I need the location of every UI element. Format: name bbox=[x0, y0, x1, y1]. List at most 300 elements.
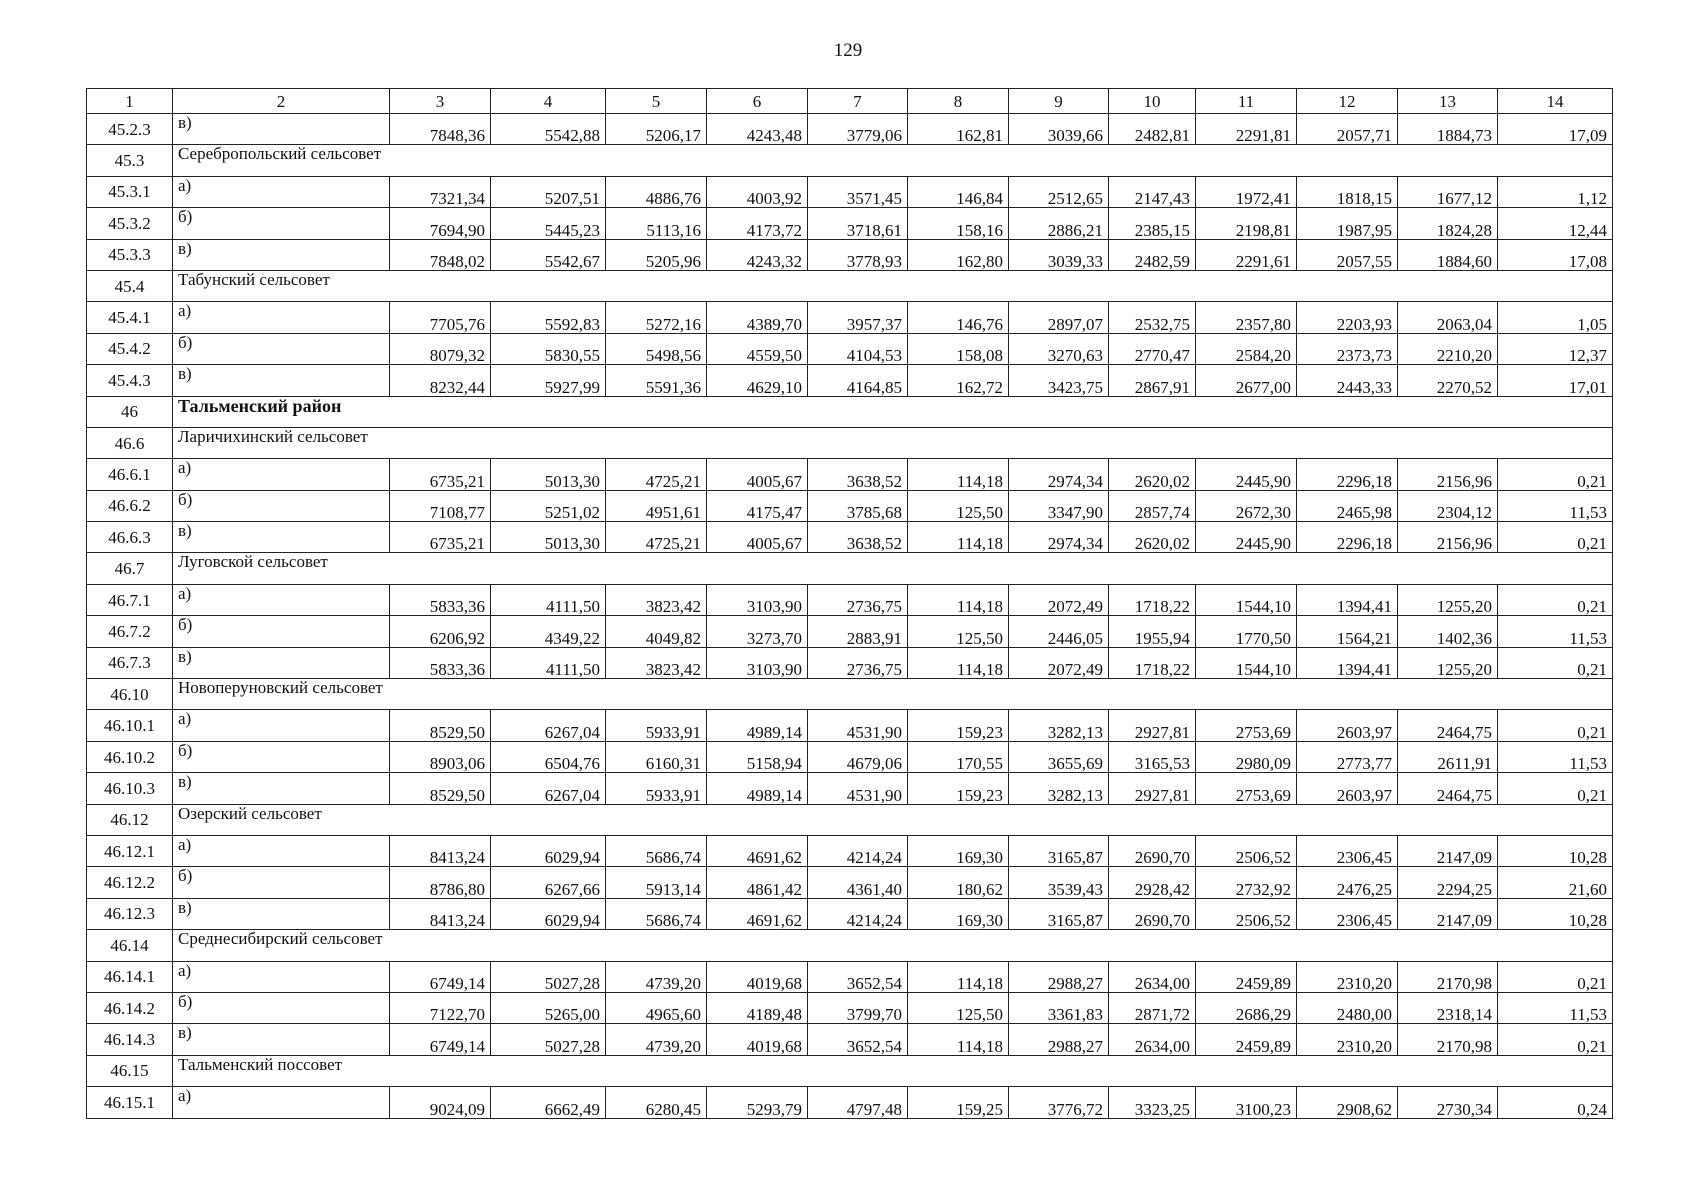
value-cell: 4173,72 bbox=[707, 208, 808, 239]
value-cell: 5542,67 bbox=[491, 239, 606, 270]
value-cell: 2459,89 bbox=[1196, 1024, 1297, 1055]
value-cell: 6029,94 bbox=[491, 835, 606, 866]
section-row bbox=[87, 679, 1613, 710]
value-cell: 8529,50 bbox=[390, 710, 491, 741]
value-cell: 4691,62 bbox=[707, 835, 808, 866]
row-variant-label: а) bbox=[173, 835, 390, 866]
value-cell: 1884,73 bbox=[1398, 114, 1498, 145]
value-cell: 17,08 bbox=[1498, 239, 1613, 270]
value-cell: 4965,60 bbox=[606, 992, 707, 1023]
value-cell: 4005,67 bbox=[707, 459, 808, 490]
row-code: 46.12 bbox=[87, 804, 173, 835]
row-variant-label: в) bbox=[173, 647, 390, 678]
value-cell: 1718,22 bbox=[1109, 647, 1196, 678]
value-cell: 7705,76 bbox=[390, 302, 491, 333]
row-variant-label: в) bbox=[173, 898, 390, 929]
value-cell: 125,50 bbox=[908, 992, 1009, 1023]
value-cell: 170,55 bbox=[908, 741, 1009, 772]
value-cell: 3039,33 bbox=[1009, 239, 1109, 270]
value-cell: 2603,97 bbox=[1297, 710, 1398, 741]
value-cell: 0,21 bbox=[1498, 1024, 1613, 1055]
value-cell: 2270,52 bbox=[1398, 365, 1498, 396]
value-cell: 4679,06 bbox=[808, 741, 908, 772]
value-cell: 4189,48 bbox=[707, 992, 808, 1023]
row-code: 46.7.2 bbox=[87, 616, 173, 647]
value-cell: 6206,92 bbox=[390, 616, 491, 647]
value-cell: 4019,68 bbox=[707, 961, 808, 992]
value-cell: 1544,10 bbox=[1196, 584, 1297, 615]
column-header: 7 bbox=[808, 89, 908, 114]
value-cell: 4005,67 bbox=[707, 522, 808, 553]
value-cell: 6735,21 bbox=[390, 459, 491, 490]
value-cell: 4739,20 bbox=[606, 961, 707, 992]
value-cell: 2296,18 bbox=[1297, 459, 1398, 490]
value-cell: 1770,50 bbox=[1196, 616, 1297, 647]
value-cell: 2482,59 bbox=[1109, 239, 1196, 270]
column-header: 4 bbox=[491, 89, 606, 114]
value-cell: 2730,34 bbox=[1398, 1087, 1498, 1118]
value-cell: 5833,36 bbox=[390, 584, 491, 615]
value-cell: 5027,28 bbox=[491, 961, 606, 992]
value-cell: 6662,49 bbox=[491, 1087, 606, 1118]
value-cell: 3718,61 bbox=[808, 208, 908, 239]
value-cell: 2620,02 bbox=[1109, 522, 1196, 553]
value-cell: 5830,55 bbox=[491, 333, 606, 364]
value-cell: 6504,76 bbox=[491, 741, 606, 772]
row-variant-label: а) bbox=[173, 961, 390, 992]
table-row bbox=[87, 710, 1613, 741]
value-cell: 0,24 bbox=[1498, 1087, 1613, 1118]
value-cell: 2753,69 bbox=[1196, 773, 1297, 804]
value-cell: 5445,23 bbox=[491, 208, 606, 239]
value-cell: 2296,18 bbox=[1297, 522, 1398, 553]
value-cell: 2156,96 bbox=[1398, 522, 1498, 553]
value-cell: 4049,82 bbox=[606, 616, 707, 647]
value-cell: 7694,90 bbox=[390, 208, 491, 239]
value-cell: 6160,31 bbox=[606, 741, 707, 772]
value-cell: 169,30 bbox=[908, 898, 1009, 929]
value-cell: 180,62 bbox=[908, 867, 1009, 898]
value-cell: 2634,00 bbox=[1109, 961, 1196, 992]
row-code: 46.15.1 bbox=[87, 1087, 173, 1118]
value-cell: 2897,07 bbox=[1009, 302, 1109, 333]
value-cell: 4559,50 bbox=[707, 333, 808, 364]
value-cell: 10,28 bbox=[1498, 835, 1613, 866]
value-cell: 3785,68 bbox=[808, 490, 908, 521]
value-cell: 1884,60 bbox=[1398, 239, 1498, 270]
column-header: 2 bbox=[173, 89, 390, 114]
value-cell: 0,21 bbox=[1498, 584, 1613, 615]
value-cell: 3282,13 bbox=[1009, 773, 1109, 804]
row-variant-label: б) bbox=[173, 333, 390, 364]
value-cell: 2445,90 bbox=[1196, 522, 1297, 553]
value-cell: 2988,27 bbox=[1009, 961, 1109, 992]
row-code: 46.14.1 bbox=[87, 961, 173, 992]
value-cell: 5027,28 bbox=[491, 1024, 606, 1055]
row-variant-label: в) bbox=[173, 1024, 390, 1055]
value-cell: 2620,02 bbox=[1109, 459, 1196, 490]
value-cell: 3539,43 bbox=[1009, 867, 1109, 898]
table-row bbox=[87, 961, 1613, 992]
row-code: 46.6.2 bbox=[87, 490, 173, 521]
value-cell: 4951,61 bbox=[606, 490, 707, 521]
table-row bbox=[87, 616, 1613, 647]
value-cell: 4104,53 bbox=[808, 333, 908, 364]
value-cell: 6749,14 bbox=[390, 961, 491, 992]
value-cell: 159,25 bbox=[908, 1087, 1009, 1118]
value-cell: 2736,75 bbox=[808, 584, 908, 615]
value-cell: 2506,52 bbox=[1196, 835, 1297, 866]
value-cell: 10,28 bbox=[1498, 898, 1613, 929]
value-cell: 114,18 bbox=[908, 459, 1009, 490]
value-cell: 2482,81 bbox=[1109, 114, 1196, 145]
table-row bbox=[87, 490, 1613, 521]
table-row bbox=[87, 741, 1613, 772]
value-cell: 2445,90 bbox=[1196, 459, 1297, 490]
row-variant-label: б) bbox=[173, 867, 390, 898]
table-row bbox=[87, 365, 1613, 396]
value-cell: 5542,88 bbox=[491, 114, 606, 145]
value-cell: 11,53 bbox=[1498, 616, 1613, 647]
value-cell: 1402,36 bbox=[1398, 616, 1498, 647]
settlement-title: Новоперуновский сельсовет bbox=[173, 679, 1613, 710]
row-variant-label: б) bbox=[173, 741, 390, 772]
value-cell: 146,76 bbox=[908, 302, 1009, 333]
value-cell: 3778,93 bbox=[808, 239, 908, 270]
value-cell: 3103,90 bbox=[707, 647, 808, 678]
value-cell: 2928,42 bbox=[1109, 867, 1196, 898]
row-code: 46.10.1 bbox=[87, 710, 173, 741]
table-row bbox=[87, 867, 1613, 898]
value-cell: 4361,40 bbox=[808, 867, 908, 898]
row-code: 46.12.1 bbox=[87, 835, 173, 866]
row-code: 46.10.3 bbox=[87, 773, 173, 804]
section-row bbox=[87, 930, 1613, 961]
table-row bbox=[87, 1024, 1613, 1055]
value-cell: 2506,52 bbox=[1196, 898, 1297, 929]
value-cell: 2147,09 bbox=[1398, 835, 1498, 866]
value-cell: 5158,94 bbox=[707, 741, 808, 772]
value-cell: 5205,96 bbox=[606, 239, 707, 270]
value-cell: 162,80 bbox=[908, 239, 1009, 270]
value-cell: 2318,14 bbox=[1398, 992, 1498, 1023]
value-cell: 4214,24 bbox=[808, 898, 908, 929]
section-row bbox=[87, 1055, 1613, 1086]
value-cell: 6749,14 bbox=[390, 1024, 491, 1055]
value-cell: 4019,68 bbox=[707, 1024, 808, 1055]
value-cell: 5293,79 bbox=[707, 1087, 808, 1118]
column-header: 1 bbox=[87, 89, 173, 114]
value-cell: 2443,33 bbox=[1297, 365, 1398, 396]
value-cell: 3638,52 bbox=[808, 522, 908, 553]
settlement-title: Озерский сельсовет bbox=[173, 804, 1613, 835]
value-cell: 2057,55 bbox=[1297, 239, 1398, 270]
value-cell: 4725,21 bbox=[606, 522, 707, 553]
value-cell: 4886,76 bbox=[606, 176, 707, 207]
row-variant-label: а) bbox=[173, 302, 390, 333]
value-cell: 5933,91 bbox=[606, 773, 707, 804]
value-cell: 2304,12 bbox=[1398, 490, 1498, 521]
value-cell: 2072,49 bbox=[1009, 584, 1109, 615]
value-cell: 7848,36 bbox=[390, 114, 491, 145]
column-header: 8 bbox=[908, 89, 1009, 114]
row-variant-label: в) bbox=[173, 522, 390, 553]
value-cell: 17,09 bbox=[1498, 114, 1613, 145]
district-title: Тальменский район bbox=[173, 396, 1613, 427]
row-code: 46.12.2 bbox=[87, 867, 173, 898]
value-cell: 8413,24 bbox=[390, 835, 491, 866]
row-code: 45.2.3 bbox=[87, 114, 173, 145]
value-cell: 1394,41 bbox=[1297, 584, 1398, 615]
value-cell: 3571,45 bbox=[808, 176, 908, 207]
value-cell: 2291,81 bbox=[1196, 114, 1297, 145]
value-cell: 5207,51 bbox=[491, 176, 606, 207]
value-cell: 2198,81 bbox=[1196, 208, 1297, 239]
value-cell: 7122,70 bbox=[390, 992, 491, 1023]
value-cell: 1987,95 bbox=[1297, 208, 1398, 239]
value-cell: 4989,14 bbox=[707, 710, 808, 741]
value-cell: 1677,12 bbox=[1398, 176, 1498, 207]
column-header: 5 bbox=[606, 89, 707, 114]
row-code: 46.14.3 bbox=[87, 1024, 173, 1055]
value-cell: 0,21 bbox=[1498, 961, 1613, 992]
table-row bbox=[87, 992, 1613, 1023]
value-cell: 3103,90 bbox=[707, 584, 808, 615]
section-row bbox=[87, 145, 1613, 176]
row-code: 46.10.2 bbox=[87, 741, 173, 772]
value-cell: 2156,96 bbox=[1398, 459, 1498, 490]
table-row bbox=[87, 773, 1613, 804]
settlement-title: Среднесибирский сельсовет bbox=[173, 930, 1613, 961]
section-row bbox=[87, 270, 1613, 301]
value-cell: 17,01 bbox=[1498, 365, 1613, 396]
section-row bbox=[87, 804, 1613, 835]
value-cell: 2512,65 bbox=[1009, 176, 1109, 207]
value-cell: 3799,70 bbox=[808, 992, 908, 1023]
value-cell: 6267,66 bbox=[491, 867, 606, 898]
value-cell: 2170,98 bbox=[1398, 1024, 1498, 1055]
table-row bbox=[87, 208, 1613, 239]
table-row bbox=[87, 835, 1613, 866]
value-cell: 4164,85 bbox=[808, 365, 908, 396]
value-cell: 3776,72 bbox=[1009, 1087, 1109, 1118]
value-cell: 4531,90 bbox=[808, 773, 908, 804]
value-cell: 162,72 bbox=[908, 365, 1009, 396]
table-row bbox=[87, 898, 1613, 929]
row-code: 46.6.1 bbox=[87, 459, 173, 490]
value-cell: 2385,15 bbox=[1109, 208, 1196, 239]
value-cell: 159,23 bbox=[908, 773, 1009, 804]
row-variant-label: в) bbox=[173, 773, 390, 804]
value-cell: 3282,13 bbox=[1009, 710, 1109, 741]
table-row bbox=[87, 302, 1613, 333]
value-cell: 1255,20 bbox=[1398, 584, 1498, 615]
table-row bbox=[87, 647, 1613, 678]
value-cell: 162,81 bbox=[908, 114, 1009, 145]
value-cell: 3652,54 bbox=[808, 961, 908, 992]
row-code: 45.3.2 bbox=[87, 208, 173, 239]
value-cell: 2773,77 bbox=[1297, 741, 1398, 772]
table-header-row bbox=[87, 89, 1613, 114]
value-cell: 2210,20 bbox=[1398, 333, 1498, 364]
row-code: 46.12.3 bbox=[87, 898, 173, 929]
column-header: 9 bbox=[1009, 89, 1109, 114]
value-cell: 2459,89 bbox=[1196, 961, 1297, 992]
value-cell: 6267,04 bbox=[491, 710, 606, 741]
row-code: 46.7.3 bbox=[87, 647, 173, 678]
value-cell: 8079,32 bbox=[390, 333, 491, 364]
value-cell: 3823,42 bbox=[606, 584, 707, 615]
table-row bbox=[87, 459, 1613, 490]
value-cell: 5592,83 bbox=[491, 302, 606, 333]
value-cell: 2732,92 bbox=[1196, 867, 1297, 898]
value-cell: 12,44 bbox=[1498, 208, 1613, 239]
row-code: 45.4.1 bbox=[87, 302, 173, 333]
value-cell: 0,21 bbox=[1498, 647, 1613, 678]
row-variant-label: в) bbox=[173, 114, 390, 145]
value-cell: 3779,06 bbox=[808, 114, 908, 145]
value-cell: 2871,72 bbox=[1109, 992, 1196, 1023]
value-cell: 2883,91 bbox=[808, 616, 908, 647]
value-cell: 5913,14 bbox=[606, 867, 707, 898]
value-cell: 1818,15 bbox=[1297, 176, 1398, 207]
value-cell: 2736,75 bbox=[808, 647, 908, 678]
row-code: 45.3 bbox=[87, 145, 173, 176]
value-cell: 5013,30 bbox=[491, 522, 606, 553]
value-cell: 2690,70 bbox=[1109, 898, 1196, 929]
value-cell: 2974,34 bbox=[1009, 522, 1109, 553]
row-variant-label: а) bbox=[173, 584, 390, 615]
value-cell: 8903,06 bbox=[390, 741, 491, 772]
value-cell: 8413,24 bbox=[390, 898, 491, 929]
value-cell: 1544,10 bbox=[1196, 647, 1297, 678]
value-cell: 8232,44 bbox=[390, 365, 491, 396]
value-cell: 4175,47 bbox=[707, 490, 808, 521]
value-cell: 158,08 bbox=[908, 333, 1009, 364]
value-cell: 21,60 bbox=[1498, 867, 1613, 898]
column-header: 3 bbox=[390, 89, 491, 114]
value-cell: 146,84 bbox=[908, 176, 1009, 207]
value-cell: 114,18 bbox=[908, 584, 1009, 615]
value-cell: 2686,29 bbox=[1196, 992, 1297, 1023]
value-cell: 2446,05 bbox=[1009, 616, 1109, 647]
value-cell: 5272,16 bbox=[606, 302, 707, 333]
row-code: 45.4 bbox=[87, 270, 173, 301]
row-code: 45.4.2 bbox=[87, 333, 173, 364]
value-cell: 2310,20 bbox=[1297, 961, 1398, 992]
value-cell: 159,23 bbox=[908, 710, 1009, 741]
row-code: 45.4.3 bbox=[87, 365, 173, 396]
value-cell: 1564,21 bbox=[1297, 616, 1398, 647]
value-cell: 4861,42 bbox=[707, 867, 808, 898]
value-cell: 4691,62 bbox=[707, 898, 808, 929]
page-number: 129 bbox=[833, 40, 863, 61]
value-cell: 4214,24 bbox=[808, 835, 908, 866]
value-cell: 5251,02 bbox=[491, 490, 606, 521]
value-cell: 2770,47 bbox=[1109, 333, 1196, 364]
value-cell: 114,18 bbox=[908, 961, 1009, 992]
value-cell: 4739,20 bbox=[606, 1024, 707, 1055]
table-row bbox=[87, 176, 1613, 207]
value-cell: 4111,50 bbox=[491, 584, 606, 615]
value-cell: 11,53 bbox=[1498, 741, 1613, 772]
value-cell: 5265,00 bbox=[491, 992, 606, 1023]
value-cell: 5833,36 bbox=[390, 647, 491, 678]
value-cell: 125,50 bbox=[908, 616, 1009, 647]
value-cell: 3638,52 bbox=[808, 459, 908, 490]
value-cell: 4349,22 bbox=[491, 616, 606, 647]
value-cell: 3423,75 bbox=[1009, 365, 1109, 396]
value-cell: 2480,00 bbox=[1297, 992, 1398, 1023]
value-cell: 2603,97 bbox=[1297, 773, 1398, 804]
row-code: 46.15 bbox=[87, 1055, 173, 1086]
row-variant-label: в) bbox=[173, 365, 390, 396]
value-cell: 2867,91 bbox=[1109, 365, 1196, 396]
value-cell: 125,50 bbox=[908, 490, 1009, 521]
value-cell: 114,18 bbox=[908, 1024, 1009, 1055]
value-cell: 8786,80 bbox=[390, 867, 491, 898]
settlement-title: Табунский сельсовет bbox=[173, 270, 1613, 301]
value-cell: 6267,04 bbox=[491, 773, 606, 804]
value-cell: 7848,02 bbox=[390, 239, 491, 270]
row-variant-label: а) bbox=[173, 710, 390, 741]
value-cell: 2886,21 bbox=[1009, 208, 1109, 239]
value-cell: 0,21 bbox=[1498, 710, 1613, 741]
value-cell: 3270,63 bbox=[1009, 333, 1109, 364]
row-code: 46.10 bbox=[87, 679, 173, 710]
row-variant-label: б) bbox=[173, 616, 390, 647]
section-row bbox=[87, 396, 1613, 427]
value-cell: 2634,00 bbox=[1109, 1024, 1196, 1055]
value-cell: 1955,94 bbox=[1109, 616, 1196, 647]
value-cell: 2927,81 bbox=[1109, 710, 1196, 741]
value-cell: 5206,17 bbox=[606, 114, 707, 145]
row-code: 45.3.3 bbox=[87, 239, 173, 270]
value-cell: 2072,49 bbox=[1009, 647, 1109, 678]
value-cell: 2170,98 bbox=[1398, 961, 1498, 992]
value-cell: 7108,77 bbox=[390, 490, 491, 521]
value-cell: 2584,20 bbox=[1196, 333, 1297, 364]
value-cell: 4111,50 bbox=[491, 647, 606, 678]
value-cell: 4003,92 bbox=[707, 176, 808, 207]
value-cell: 3361,83 bbox=[1009, 992, 1109, 1023]
row-code: 45.3.1 bbox=[87, 176, 173, 207]
value-cell: 11,53 bbox=[1498, 992, 1613, 1023]
row-variant-label: в) bbox=[173, 239, 390, 270]
value-cell: 2690,70 bbox=[1109, 835, 1196, 866]
value-cell: 5927,99 bbox=[491, 365, 606, 396]
value-cell: 3655,69 bbox=[1009, 741, 1109, 772]
value-cell: 5933,91 bbox=[606, 710, 707, 741]
value-cell: 1824,28 bbox=[1398, 208, 1498, 239]
value-cell: 2063,04 bbox=[1398, 302, 1498, 333]
value-cell: 5013,30 bbox=[491, 459, 606, 490]
table-row bbox=[87, 114, 1613, 145]
value-cell: 3273,70 bbox=[707, 616, 808, 647]
value-cell: 2057,71 bbox=[1297, 114, 1398, 145]
value-cell: 6029,94 bbox=[491, 898, 606, 929]
value-cell: 1972,41 bbox=[1196, 176, 1297, 207]
value-cell: 2988,27 bbox=[1009, 1024, 1109, 1055]
settlement-title: Тальменский поссовет bbox=[173, 1055, 1613, 1086]
value-cell: 2203,93 bbox=[1297, 302, 1398, 333]
value-cell: 158,16 bbox=[908, 208, 1009, 239]
value-cell: 1,05 bbox=[1498, 302, 1613, 333]
value-cell: 12,37 bbox=[1498, 333, 1613, 364]
settlement-title: Луговской сельсовет bbox=[173, 553, 1613, 584]
value-cell: 3165,53 bbox=[1109, 741, 1196, 772]
value-cell: 2357,80 bbox=[1196, 302, 1297, 333]
